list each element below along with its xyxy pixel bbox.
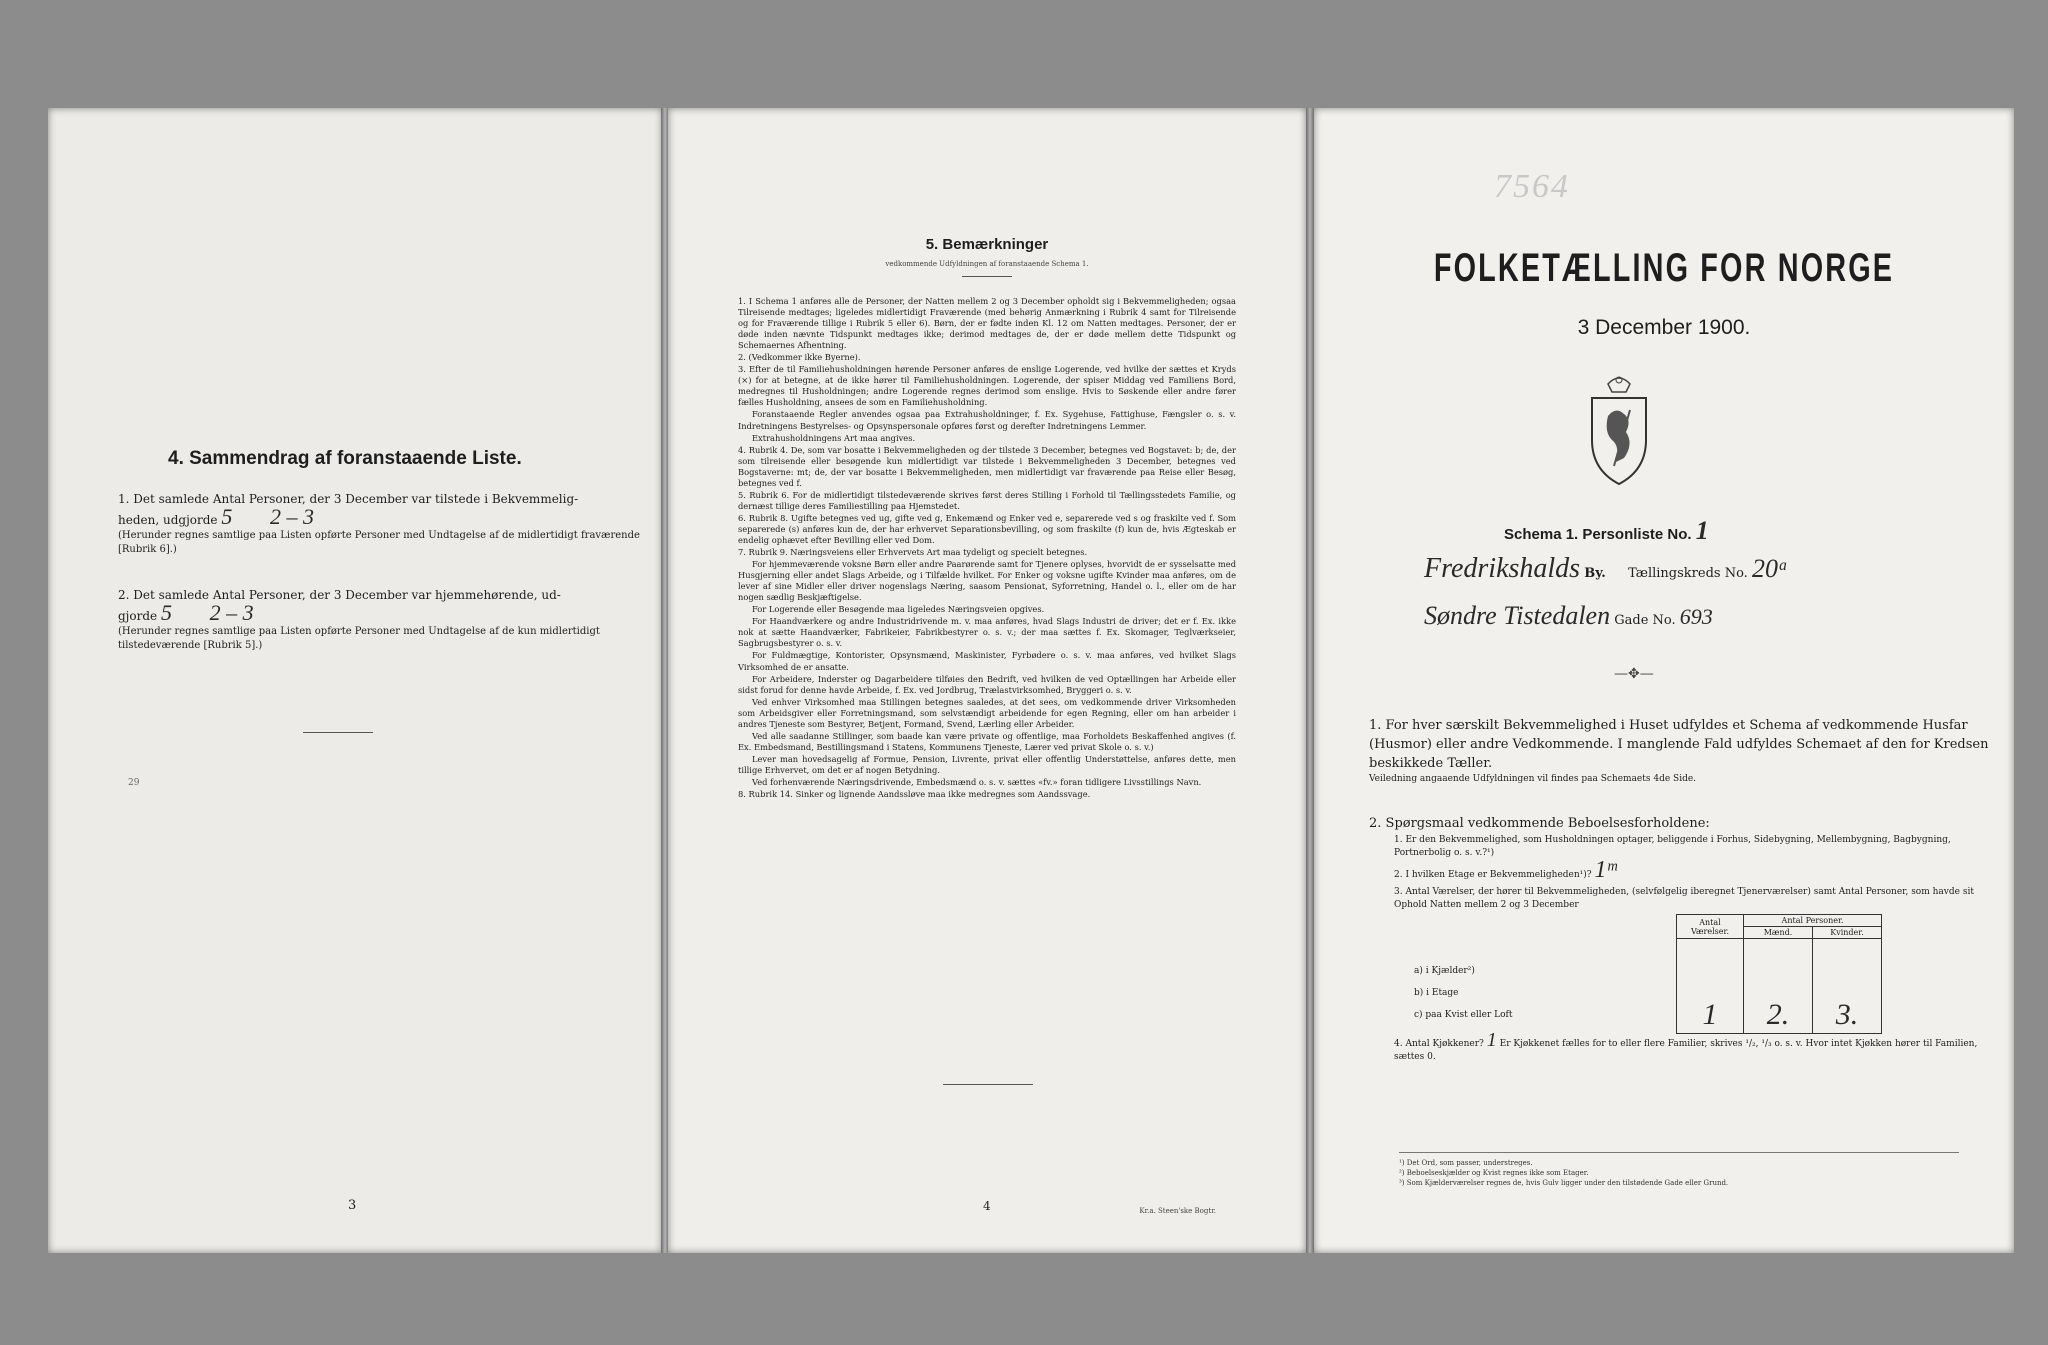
summary-item-present: 1. Det samlede Antal Personer, der 3 December var tilstede i Bekvemmelig- heden, udgjorde 5 2 – 3 (Herunder regnes samtlige paa Listen opførte Personer med Undtagelse af de midlertidigt fraværende [Rubrik 6].) — [118, 490, 658, 557]
remarks-heading: 5. Bemærkninger — [925, 236, 1049, 253]
handwritten-resident-total: 5 — [160, 600, 172, 625]
rooms-persons-table — [1676, 914, 1882, 1034]
street-line: Søndre Tistedalen Gade No. 693 — [1424, 601, 1713, 630]
handwritten-present-total: 5 — [221, 504, 233, 529]
page-number-middle: 4 — [983, 1199, 991, 1213]
margin-mark: 29 — [128, 778, 140, 788]
handwritten-rooms: 1 — [1702, 998, 1718, 1031]
footnote: ²) Beboelseskjælder og Kvist regnes ikke som Etager. — [1399, 1169, 1589, 1177]
handwritten-kreds-number: 20ᵃ — [1751, 554, 1789, 583]
schema-label: Schema 1. Personliste No. 1 — [1504, 516, 1709, 545]
handwritten-men: 2. — [1766, 998, 1790, 1031]
remark-paragraph: 1. I Schema 1 anføres alle de Personer, der Natten mellem 2 og 3 December opholdt sig i Bekvemmeligheden; ogsaa Tilreisende medtages; ligeledes midlertidigt Fraværende (med behørig Anmærkning i Rubrik 4 samt for Tilreisende og for Fraværende tillige i Rubrik 5 eller 6). Børn, der er fødte inden Kl. 12 om Natten medtages. Personer, der er døde inden nævnte Tidspunkt medtages ikke; derimod medtages de, der er døde mellem dette Tidspunkt og Schemaernes Afhentning. — [738, 296, 1236, 351]
question-kitchens: 4. Antal Kjøkkener? 1 Er Kjøkkenet fælles for to eller flere Familier, skrives ¹/₂, ¹/₃ o. s. v. Hvor intet Kjøkken hører til Familien, sættes 0. — [1394, 1029, 1978, 1062]
row-label-cellar: a) i Kjælder²) — [1414, 966, 1475, 976]
remark-paragraph: Ved enhver Virksomhed maa Stillingen betegnes saaledes, at det sees, om vedkommende driver Virksomheden som Arbeidsgiver eller Forretningsmand, som selvstændigt arbeidende for egen Regning, eller om han arbeider i andres Tjeneste som Bestyrer, Betjent, Formand, Svend, Lærling eller Arbeider. — [738, 696, 1236, 729]
remark-paragraph: 3. Efter de til Familiehusholdningen hørende Personer anføres de enslige Logerende, ved hvilke der sættes et Kryds (×) for at betegne, at de ikke hører til Familiehusholdningen. Logerende, der spiser Middag ved Familiens Bord, medregnes til Husholdningen; andre Logerende regnes derimod som enslige. Hvis to Søskende eller andre fører fælles Husholdning, ansees de som en Familiehusholdning. — [738, 364, 1236, 408]
remark-paragraph: 6. Rubrik 8. Ugifte betegnes ved ug, gifte ved g, Enkemænd og Enker ved e, separerede ved s og fraskilte ved f. Som separerede (s) anføres kun de, der har erhvervet Separationsbevilling, og som fraskilte (f) kun de, hvis Ægteskab er endelig ophævet efter Bevilling eller ved Dom. — [738, 512, 1236, 545]
page-number-left: 3 — [348, 1198, 357, 1213]
row-label-attic: c) paa Kvist eller Loft — [1414, 1010, 1513, 1020]
summary-note-present: (Herunder regnes samtlige paa Listen opførte Personer med Undtagelse af de midlertidigt fraværende [Rubrik 6].) — [118, 530, 640, 555]
remark-paragraph: 7. Rubrik 9. Næringsveiens eller Erhvervets Art maa tydeligt og specielt betegnes. — [738, 547, 1088, 558]
footnote: ¹) Det Ord, som passer, understreges. — [1399, 1159, 1533, 1167]
handwritten-gade-number: 693 — [1679, 604, 1713, 629]
col-women: Kvinder. — [1813, 927, 1882, 939]
summary-item-resident: 2. Det samlede Antal Personer, der 3 December var hjemmehørende, ud- gjorde 5 2 – 3 (Herunder regnes samtlige paa Listen opførte Personer med Undtagelse af de kun midlertidigt tilstedeværende [Rubrik 5].) — [118, 586, 658, 653]
city-line: Fredrikshalds By. Tællingskreds No. 20ᵃ — [1424, 553, 1789, 584]
right-page — [1314, 108, 2014, 1253]
question-building: 1. Er den Bekvemmelighed, som Husholdningen optager, beliggende i Forhus, Sidebygning, Mellembygning, Bagbygning, Portnerbolig o. s. v.?¹) — [1394, 835, 1951, 858]
instruction-1: 1. For hver særskilt Bekvemmelighed i Huset udfyldes et Schema af vedkommende Husfar (Husmor) eller andre Vedkommende. I manglende Fald udfyldes Schemaet af den for Kredsen beskikkede Tæller. Veiledning angaaende Udfyldningen vil findes paa Schemaets 4de Side. — [1369, 718, 1989, 784]
middle-page — [668, 108, 1306, 1253]
handwritten-kitchens: 1 — [1486, 1029, 1497, 1051]
divider — [1399, 1152, 1959, 1153]
remarks-list — [738, 296, 1236, 801]
ornament-icon: —✥— — [1614, 666, 1654, 682]
remark-paragraph: Extrahusholdningens Art maa angives. — [752, 432, 916, 443]
archive-number: 7564 — [1494, 168, 1570, 205]
question-floor: 2. I hvilken Etage er Bekvemmeligheden¹)? 1ᵐ — [1394, 857, 1617, 883]
handwritten-city: Fredrikshalds — [1424, 553, 1581, 584]
handwritten-resident-split: 2 – 3 — [209, 600, 254, 625]
handwritten-floor: 1ᵐ — [1594, 857, 1617, 883]
col-men: Mænd. — [1744, 927, 1813, 939]
divider — [943, 1084, 1033, 1085]
remark-paragraph: 4. Rubrik 4. De, som var bosatte i Bekvemmeligheden og der tilstede 3 December, betegnes ved Bogstavet: b; de, der som tilreisende eller besøgende kun midlertidigt var tilstede i Bekvemmeligheden 3 December, betegnes ved Bogstaverne: mt; de, der var bosatte i Bekvemmeligheden, men midlertidigt var fraværende paa Reise eller Besøg, betegnes ved f. — [738, 444, 1236, 488]
printer-imprint: Kr.a. Steen'ske Bogtr. — [1139, 1207, 1216, 1215]
coat-of-arms-icon — [1574, 370, 1664, 490]
col-rooms: Antal Værelser. — [1677, 915, 1744, 939]
instruction-2: 2. Spørgsmaal vedkommende Beboelsesforholdene: — [1369, 816, 1710, 831]
summary-heading: 4. Sammendrag af foranstaaende Liste. — [168, 448, 522, 469]
handwritten-street: Søndre Tistedalen — [1424, 601, 1611, 630]
handwritten-list-number: 1 — [1695, 516, 1709, 545]
summary-note-resident: (Herunder regnes samtlige paa Listen opførte Personer med Undtagelse af de kun midlertidigt tilstedeværende [Rubrik 5].) — [118, 626, 600, 651]
question-rooms-persons: 3. Antal Værelser, der hører til Bekvemmeligheden, (selvfølgelig iberegnet Tjenerværelser) samt Antal Personer, som havde sit Ophold Natten mellem 2 og 3 December — [1394, 887, 1974, 910]
remark-paragraph: Foranstaaende Regler anvendes ogsaa paa Extrahusholdninger, f. Ex. Sygehuse, Fattighuse, Fængsler o. s. v. Indretningens Bestyrelses- og Opsynspersonale opføres først og derefter Indretningens Lemmer. — [738, 409, 1236, 431]
remark-paragraph: 8. Rubrik 14. Sinker og lignende Aandssløve maa ikke medregnes som Aandssvage. — [738, 789, 1091, 800]
remark-paragraph: 2. (Vedkommer ikke Byerne). — [738, 352, 861, 363]
census-date: 3 December 1900. — [1577, 316, 1751, 339]
remark-paragraph: For hjemmeværende voksne Børn eller andre Paarørende samt for Tjenere oplyses, hvorvidt de er sysselsatte med Husgjerning eller andet Slags Arbeide, og i Tilfælde hvilket. For Enker og voksne ugifte Kvinder maa anføres, om de lever af sine Midler eller driver nogenslags Næring, saasom Pensionat, Syforretning, Handel o. l., eller om de har nogen sædlig Beskjæftigelse. — [738, 559, 1236, 603]
remark-paragraph: 5. Rubrik 6. For de midlertidigt tilstedeværende skrives først deres Stilling i Forhold til Tællingsstedets Familie, og dernæst tillige deres Familiestilling paa Hjemstedet. — [738, 489, 1236, 511]
remark-paragraph: Ved forhenværende Næringsdrivende, Embedsmænd o. s. v. sættes «fv.» foran tidligere Livsstillings Navn. — [752, 776, 1202, 787]
divider — [962, 276, 1012, 277]
remark-paragraph: Ved alle saadanne Stillinger, som baade kan være private og offentlige, maa Forholdets Beskaffenhed angives (f. Ex. Embedsmand, Bestillingsmand i Statens, Kommunens Tjeneste, Lærer ved privat Skole o. s. v.) — [738, 730, 1236, 752]
binding-gutter — [1306, 108, 1314, 1253]
remarks-subheading: vedkommende Udfyldningen af foranstaaende Schema 1. — [885, 260, 1089, 268]
remark-paragraph: Lever man hovedsagelig af Formue, Pension, Livrente, privat eller offentlig Understøttelse, anføres dette, men tillige Erhvervet, om det er af nogen Betydning. — [738, 753, 1236, 775]
census-title: FOLKETÆLLING FOR NORGE — [1433, 246, 1895, 290]
instruction-1-note: Veiledning angaaende Udfyldningen vil findes paa Schemaets 4de Side. — [1369, 774, 1697, 784]
footnote: ³) Som Kjælderværelser regnes de, hvis Gulv ligger under den tilstødende Gade eller Grund. — [1399, 1179, 1729, 1187]
remark-paragraph: For Arbeidere, Inderster og Dagarbeidere tilføies den Bedrift, ved hvilken de ved Optællingen har Arbeide eller sidst forud for denne havde Arbeide, f. Ex. ved Jordbrug, Trælastvirksomhed, Bryggeri o. s. v. — [738, 673, 1236, 695]
divider — [303, 732, 373, 733]
footnotes — [1399, 1158, 1728, 1188]
remark-paragraph: For Haandværkere og andre Industridrivende m. v. maa anføres, hvad Slags Industri de driver; det er f. Ex. ikke nok at sætte Haandværker, Fabrikeier, Fabrikbestyrer o. s. v.; der maa sættes f. Ex. Skomager, Teglværkseier, Sagbrugsbestyrer o. s. v. — [738, 616, 1236, 649]
handwritten-women: 3. — [1835, 998, 1859, 1031]
left-page — [48, 108, 662, 1253]
row-label-floor: b) i Etage — [1414, 988, 1459, 998]
handwritten-present-split: 2 – 3 — [270, 504, 315, 529]
remark-paragraph: For Fuldmægtige, Kontorister, Opsynsmænd, Maskinister, Fyrbødere o. s. v. maa anføres, ved hvilket Slags Virksomhed de er ansatte. — [738, 650, 1236, 672]
remark-paragraph: For Logerende eller Besøgende maa ligeledes Næringsveien opgives. — [752, 604, 1045, 615]
col-persons: Antal Personer. — [1744, 915, 1882, 927]
